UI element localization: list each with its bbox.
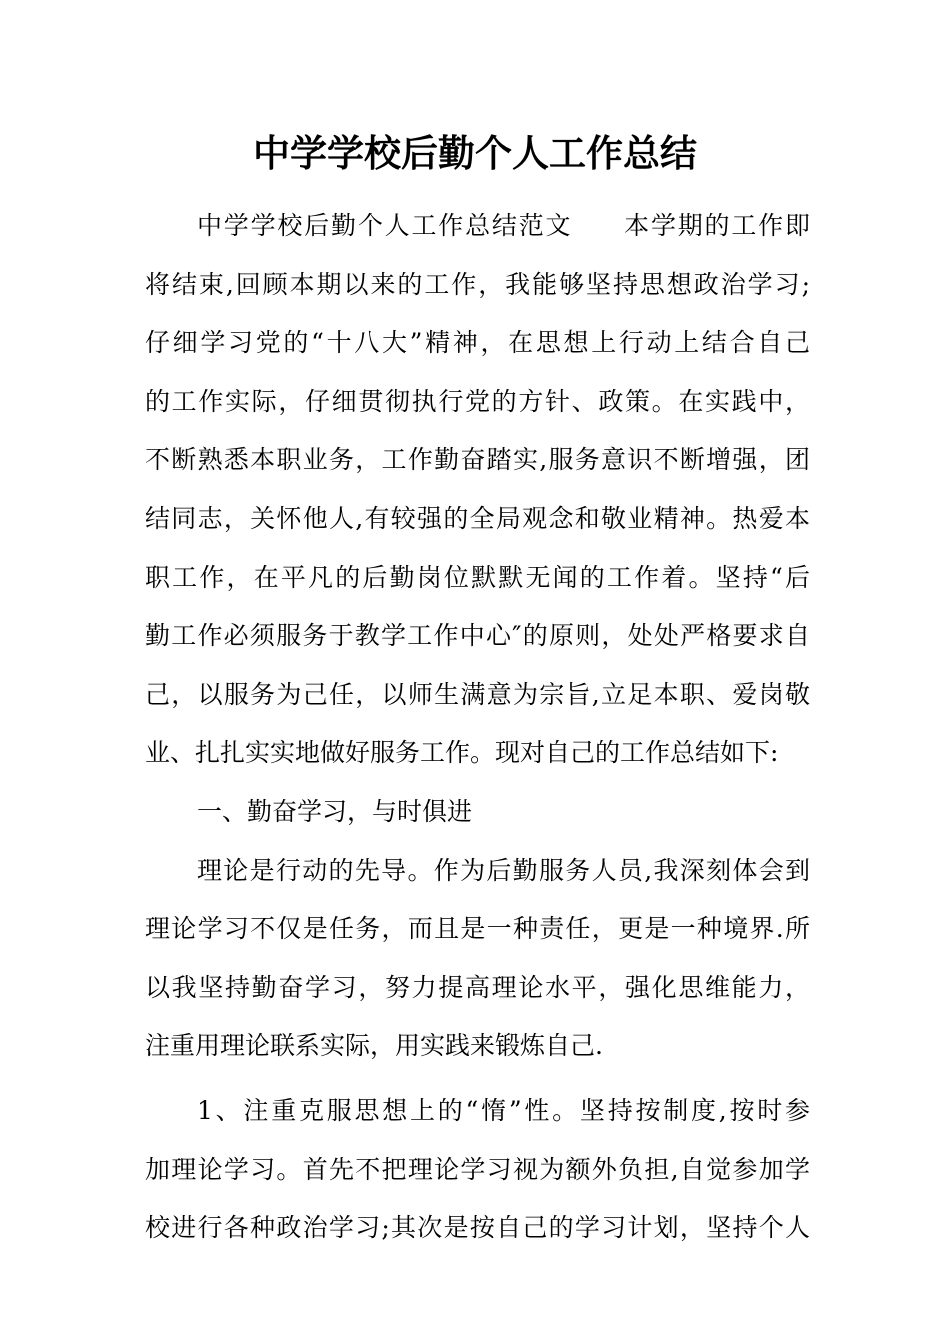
paragraph-line: 不断熟悉本职业务，工作勤奋踏实,服务意识不断增强，团	[145, 445, 810, 475]
intro-label: 中学学校后勤个人工作总结范文	[197, 211, 573, 240]
paragraph-line: 己，以服务为己任，以师生满意为宗旨,立足本职、爱岗敬	[145, 679, 810, 709]
document-body	[145, 197, 810, 1258]
paragraph-line: 理论是行动的先导。作为后勤服务人员,我深刻体会到	[197, 855, 810, 885]
paragraph-line: 注重用理论联系实际，用实践来锻炼自己.	[145, 1031, 603, 1061]
page-title: 中学学校后勤个人工作总结	[253, 131, 697, 175]
paragraph-line: 以我坚持勤奋学习，努力提高理论水平，强化思维能力，	[145, 972, 810, 1002]
paragraph-line: 1、注重克服思想上的“惰”性。坚持按制度,按时参	[197, 1095, 810, 1125]
paragraph-line: 职工作，在平凡的后勤岗位默默无闻的工作着。坚持“后	[145, 562, 810, 592]
paragraph-line: 加理论学习。首先不把理论学习视为额外负担,自觉参加学	[145, 1154, 810, 1184]
paragraph-line: 校进行各种政治学习;其次是按自己的学习计划，坚持个人	[145, 1213, 810, 1243]
paragraph-line: 勤工作必须服务于教学工作中心″的原则，处处严格要求自	[145, 621, 810, 651]
intro-text: 本学期的工作即	[622, 211, 810, 240]
paragraph-line	[145, 197, 810, 256]
section-heading: 一、勤奋学习，与时俱进	[197, 796, 473, 826]
paragraph-line: 的工作实际，仔细贯彻执行党的方针、政策。在实践中，	[145, 386, 810, 416]
paragraph-line: 业、扎扎实实地做好服务工作。现对自己的工作总结如下:	[145, 738, 779, 768]
paragraph-line: 将结束,回顾本期以来的工作，我能够坚持思想政治学习;	[145, 269, 810, 299]
paragraph-line: 理论学习不仅是任务，而且是一种责任，更是一种境界.所	[145, 914, 810, 944]
paragraph-line: 结同志，关怀他人,有较强的全局观念和敬业精神。热爱本	[145, 503, 810, 533]
paragraph-line: 仔细学习党的“十八大”精神，在思想上行动上结合自己	[145, 328, 810, 358]
